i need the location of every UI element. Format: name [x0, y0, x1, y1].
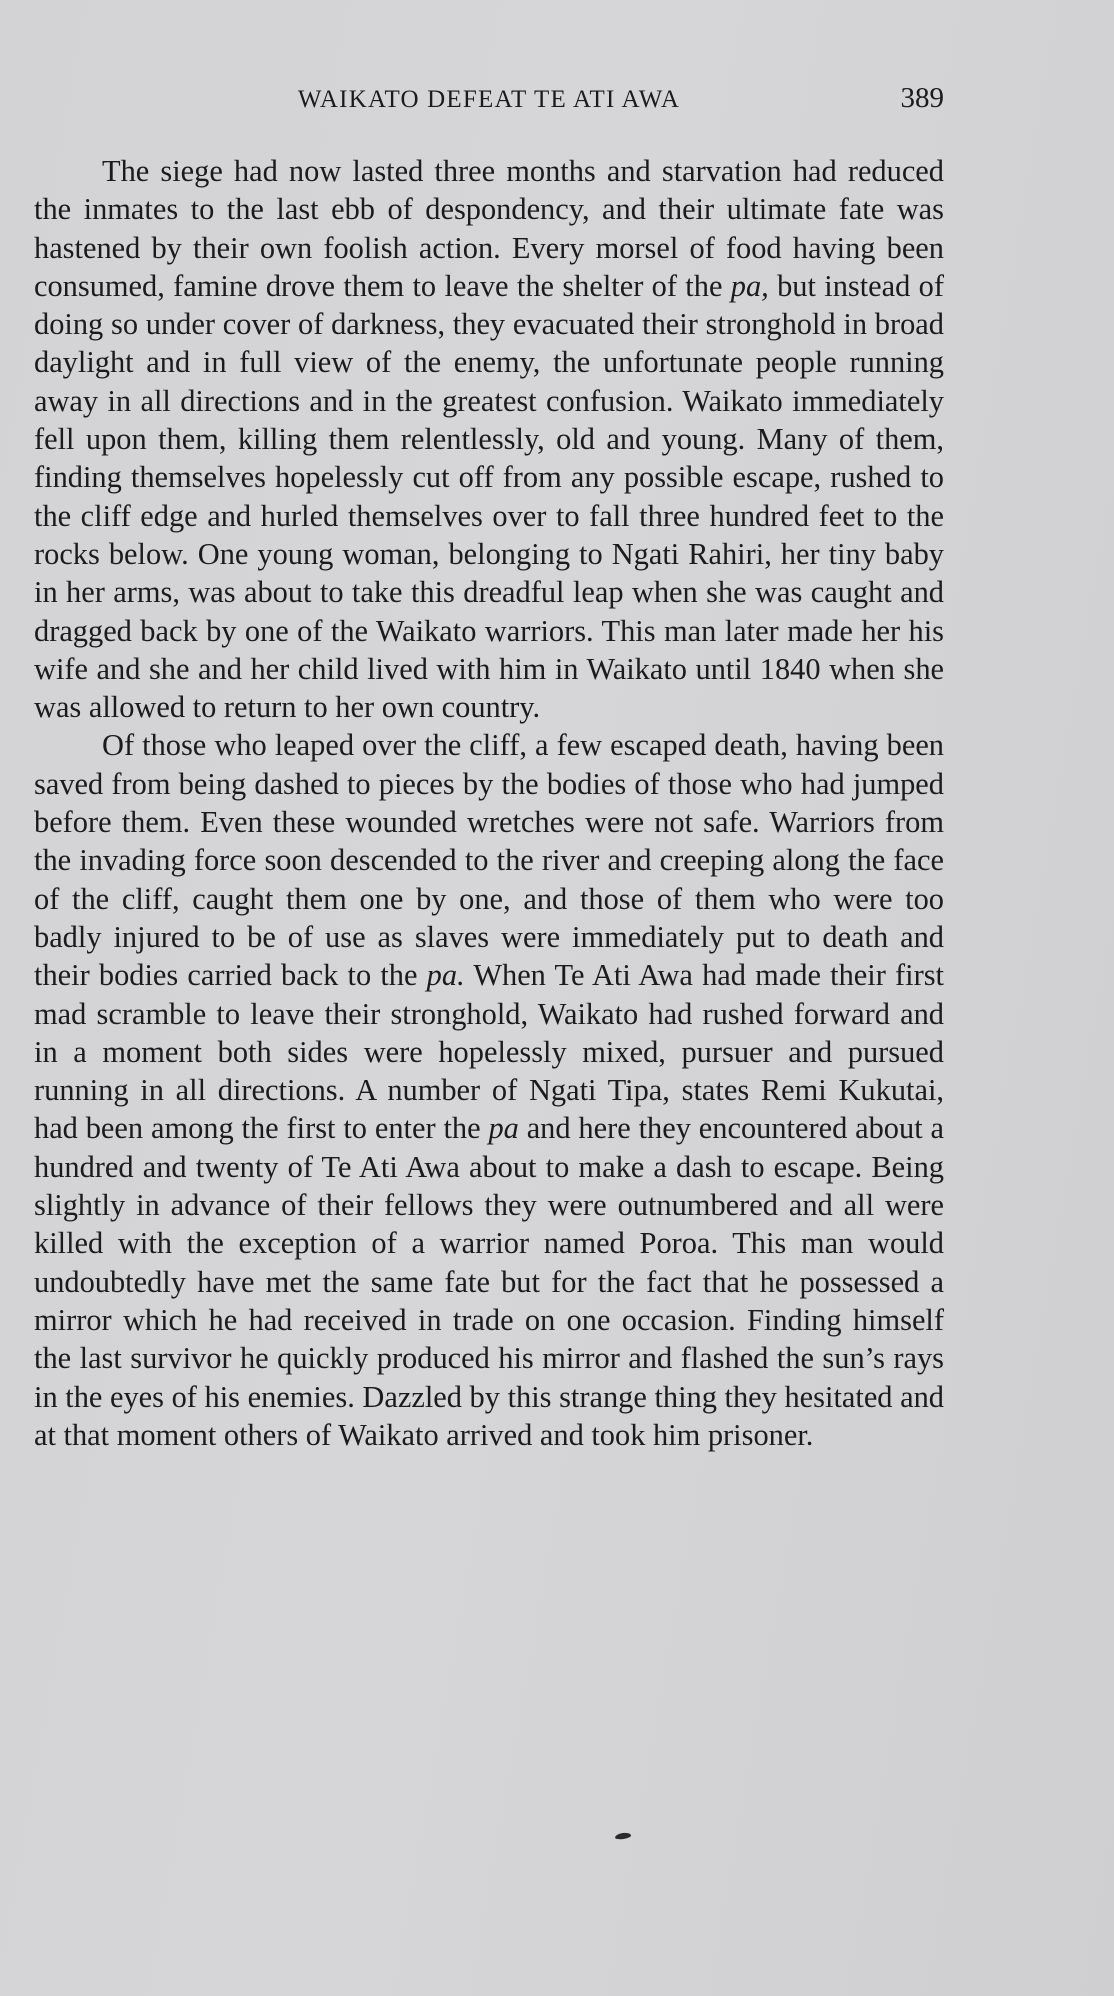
- paragraph-2-italic-pa-2: pa: [488, 1111, 519, 1146]
- paragraph-2-italic-pa-1: pa.: [426, 958, 465, 993]
- paragraph-1-italic-pa: pa,: [730, 268, 769, 303]
- paragraph-2: [34, 726, 944, 1454]
- paragraph-1-text-a: The siege had now lasted three months and starvation had reduced the inmates to the last ebb of despondency, and their ultimate fate was hastened by their own foolish action. Every morsel of food having been consumed, famine drove them to leave the shelter of the: [34, 154, 944, 303]
- paragraph-2-text-b: When Te Ati Awa had made their first mad scramble to leave their stronghold, Waikato had rushed forward and in a moment both sides were hopelessly mixed, pursuer and pursued running in all directions. A number of Ngati Tipa, states Remi Kukutai, had been among the first to enter the: [34, 958, 944, 1146]
- paragraph-2-text-c: and here they encountered about a hundred and twenty of Te Ati Awa about to make a dash to escape. Being slightly in advance of their fellows they were outnumbered and all were killed with the exception of a warrior named Poroa. This man would undoubtedly have met the same fate but for the fact that he possessed a mirror which he had received in trade on one occasion. Finding himself the last survivor he quickly produced his mirror and flashed the sun’s rays in the eyes of his enemies. Dazzled by this strange thing they hesitated and at that moment others of Waikato arrived and took him prisoner.: [34, 1111, 944, 1452]
- paragraph-1-text-b: but instead of doing so under cover of darkness, they evacuated their stronghold in broad daylight and in full view of the enemy, the unfortunate people running away in all directions and in the greatest confusion. Waikato immediately fell upon them, killing them relentlessly, old and young. Many of them, finding themselves hopelessly cut off from any possible escape, rushed to the cliff edge and hurled themselves over to fall three hundred feet to the rocks below. One young woman, belonging to Ngati Rahiri, her tiny baby in her arms, was about to take this dreadful leap when she was caught and dragged back by one of the Waikato warriors. This man later made her his wife and she and her child lived with him in Waikato until 1840 when she was allowed to return to her own country.: [34, 268, 944, 725]
- body-text: [34, 152, 944, 1454]
- end-ornament-mark: [615, 1832, 632, 1840]
- running-title: WAIKATO DEFEAT TE ATI AWA: [297, 86, 681, 113]
- paragraph-1: [34, 152, 944, 726]
- page-header: [34, 82, 944, 122]
- paragraph-2-text-a: Of those who leaped over the cliff, a few escaped death, having been saved from being dashed to pieces by the bodies of those who had jumped before them. Even these wounded wretches were not safe. Warriors from the invading force soon descended to the river and creeping along the face of the cliff, caught them one by one, and those of them who were too badly injured to be of use as slaves were immediately put to death and their bodies carried back to the: [34, 728, 944, 993]
- page-number: 389: [900, 82, 944, 114]
